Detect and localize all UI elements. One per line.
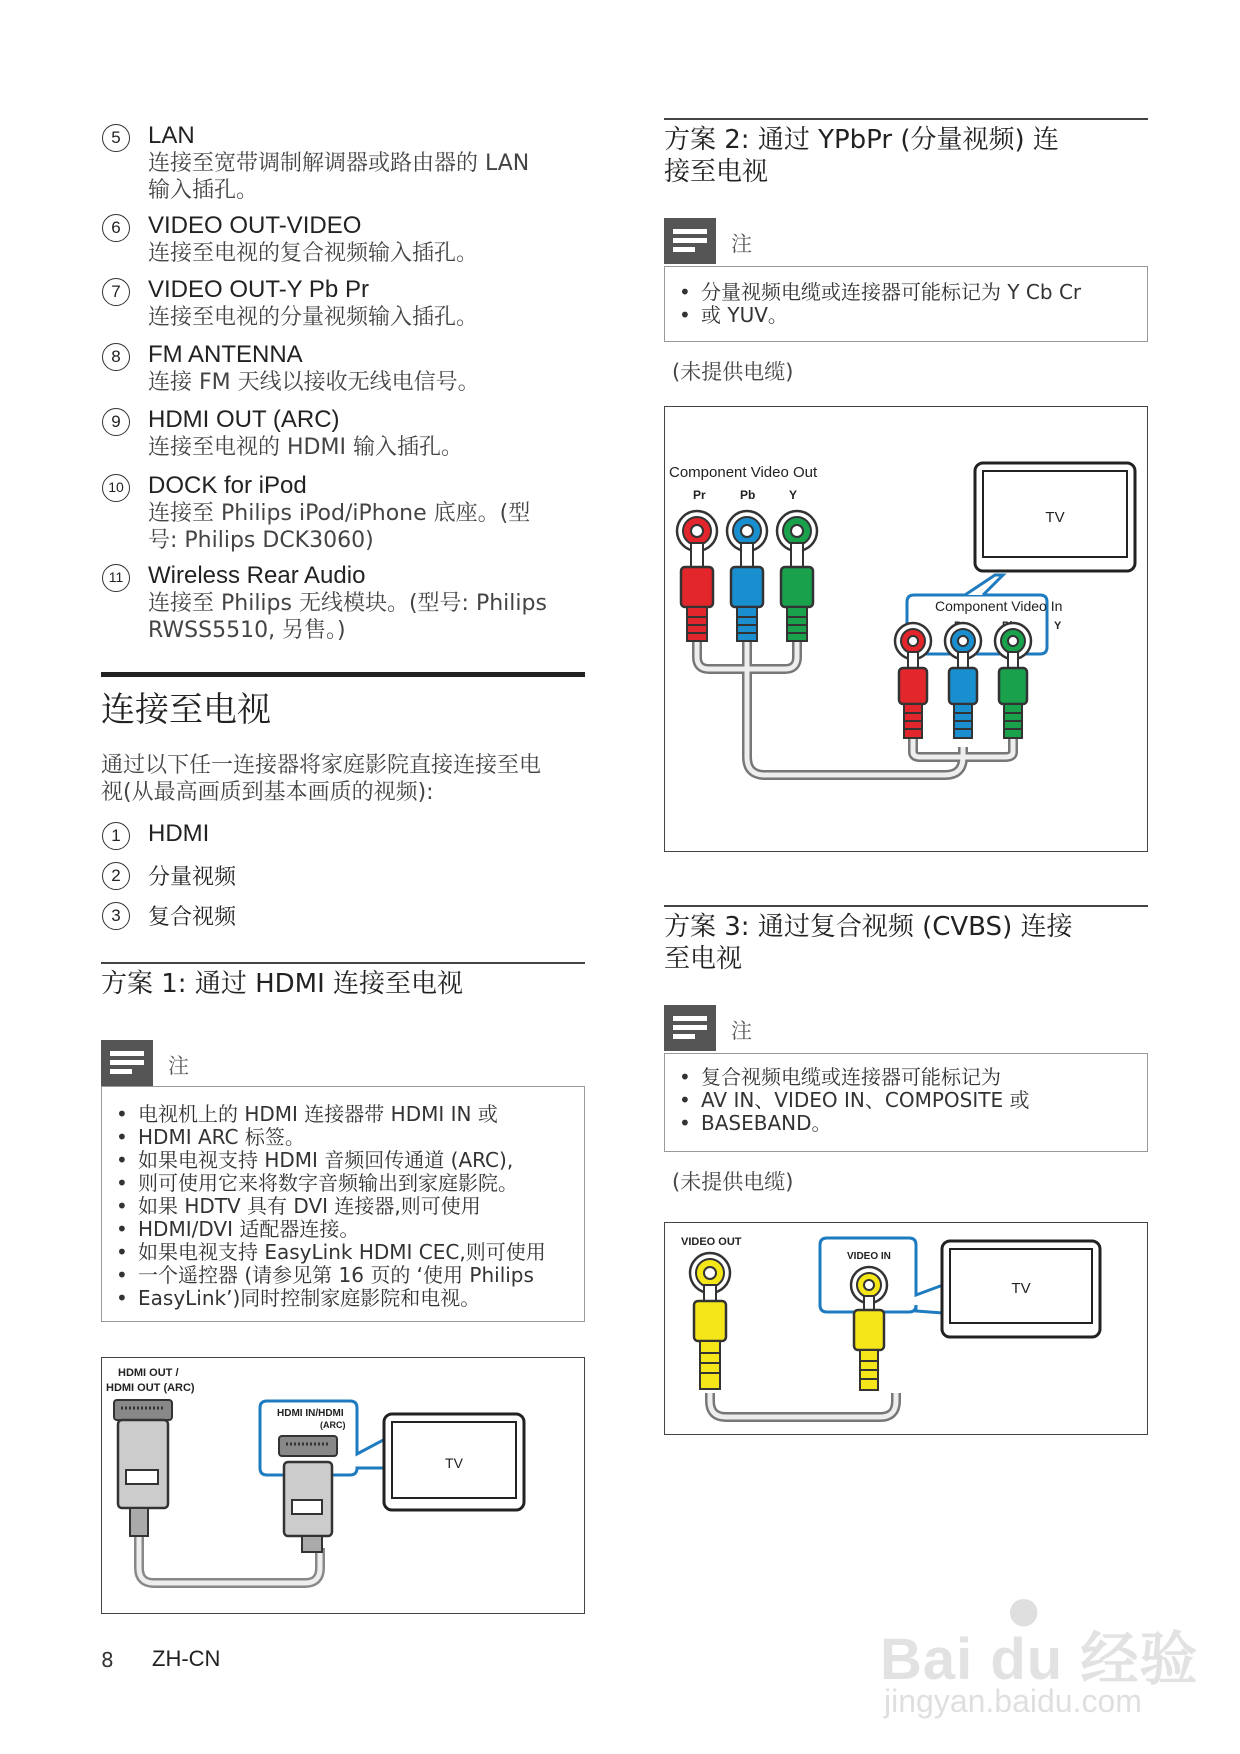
jack-label: Pr: [693, 488, 706, 502]
port-title: Wireless Rear Audio: [148, 562, 366, 589]
item-number: 1: [102, 822, 130, 850]
option3-title-cont: 至电视: [664, 944, 743, 974]
note-text-cont: • BASEBAND。: [701, 1112, 832, 1135]
note-icon: [664, 1005, 716, 1051]
jack-label: Y: [1054, 620, 1062, 632]
component-cable-illustration: [665, 407, 1146, 850]
option2-title-cont: 接至电视: [664, 157, 769, 187]
port-desc: 输入插孔。: [148, 178, 259, 203]
note-box: [664, 1053, 1148, 1152]
subsection-rule: [101, 962, 585, 964]
cable-note: (未提供电缆): [672, 1170, 794, 1194]
item-number: 5: [102, 124, 130, 152]
port-title: VIDEO OUT-Y Pb Pr: [148, 276, 369, 303]
hdmi-in-label: HDMI IN/HDMI: [277, 1408, 344, 1419]
subsection-rule: [664, 905, 1148, 907]
note-text: • 如果 HDTV 具有 DVI 连接器,则可使用: [138, 1195, 481, 1218]
note-text: • 如果电视支持 HDMI 音频回传通道 (ARC),: [138, 1149, 513, 1172]
port-desc: 连接至电视的复合视频输入插孔。: [148, 241, 479, 266]
item-number: 8: [102, 343, 130, 371]
composite-cable-illustration: [665, 1223, 1146, 1433]
note-box: [664, 266, 1148, 342]
note-text-cont: • AV IN、VIDEO IN、COMPOSITE 或: [701, 1089, 1029, 1112]
note-text-cont: • EasyLink’)同时控制家庭影院和电视。: [138, 1287, 480, 1310]
green-plug-out: [777, 511, 817, 641]
item-number: 3: [102, 902, 130, 930]
port-desc: 号: Philips DCK3060): [148, 528, 374, 553]
item-number: 10: [102, 474, 130, 502]
watermark-url: jingyan.baidu.com: [884, 1683, 1142, 1719]
port-desc: 连接至宽带调制解调器或路由器的 LAN: [148, 151, 530, 176]
item-number: 6: [102, 214, 130, 242]
item-number: 7: [102, 278, 130, 306]
tv-label: TV: [1045, 509, 1065, 526]
note-text: • 如果电视支持 EasyLink HDMI CEC,则可使用: [138, 1241, 546, 1264]
section-title: 连接至电视: [101, 690, 271, 730]
item-number: 11: [102, 564, 130, 592]
hdmi-cable-illustration: [102, 1358, 583, 1612]
page-number: 8: [101, 1648, 114, 1672]
note-text-cont: • 一个遥控器 (请参见第 16 页的 ‘使用 Philips: [138, 1264, 534, 1287]
tv-label: TV: [1011, 1280, 1031, 1297]
note-label: 注: [731, 232, 752, 256]
port-title: LAN: [148, 122, 195, 149]
note-icon: [664, 218, 716, 264]
note-label: 注: [168, 1054, 189, 1078]
item-number: 9: [102, 408, 130, 436]
port-desc: RWSS5510, 另售。): [148, 618, 346, 643]
note-icon: [101, 1040, 153, 1086]
video-in-label: VIDEO IN: [847, 1251, 891, 1262]
blue-plug-in: [945, 623, 981, 738]
note-text: • 分量视频电缆或连接器可能标记为 Y Cb Cr: [701, 281, 1081, 304]
port-desc: 连接至电视的分量视频输入插孔。: [148, 305, 479, 330]
jack-label: Y: [789, 488, 798, 502]
note-box: [101, 1086, 585, 1322]
component-out-label: Component Video Out: [669, 464, 818, 481]
note-text-cont: • 或 YUV。: [701, 304, 788, 327]
note-text-cont: • HDMI ARC 标签。: [138, 1126, 305, 1149]
hdmi-out-label: HDMI OUT /: [118, 1367, 179, 1379]
option-label: HDMI: [148, 820, 210, 847]
note-text-cont: • HDMI/DVI 适配器连接。: [138, 1218, 359, 1241]
red-plug-in: [895, 623, 931, 738]
section-intro: 通过以下任一连接器将家庭影院直接连接至电: [101, 753, 542, 778]
blue-plug-out: [727, 511, 767, 641]
port-title: VIDEO OUT-VIDEO: [148, 212, 362, 239]
yellow-plug-in: [851, 1267, 887, 1390]
option-label: 复合视频: [148, 904, 237, 929]
note-label: 注: [731, 1019, 752, 1043]
hdmi-diagram: [101, 1357, 585, 1614]
section-intro: 视(从最高画质到基本画质的视频):: [101, 780, 434, 805]
jack-label: Pb: [740, 488, 756, 502]
hdmi-out-label: HDMI OUT (ARC): [106, 1382, 195, 1394]
red-plug-out: [677, 511, 717, 641]
tv-label: TV: [445, 1455, 463, 1471]
component-diagram: [664, 406, 1148, 852]
note-text: • 电视机上的 HDMI 连接器带 HDMI IN 或: [138, 1103, 498, 1126]
item-number: 2: [102, 862, 130, 890]
port-title: DOCK for iPod: [148, 472, 307, 499]
port-desc: 连接至电视的 HDMI 输入插孔。: [148, 435, 463, 460]
paw-icon: ●: [1008, 1590, 1040, 1631]
watermark-logo: Bai du 经验: [880, 1627, 1199, 1692]
subsection-rule: [664, 118, 1148, 120]
cable-note: (未提供电缆): [672, 360, 794, 384]
component-in-label: Component Video In: [935, 598, 1063, 614]
section-rule: [101, 672, 585, 677]
option3-title: 方案 3: 通过复合视频 (CVBS) 连接: [664, 912, 1073, 942]
yellow-plug-out: [690, 1253, 730, 1389]
green-plug-in: [995, 623, 1031, 738]
note-text-cont: • 则可使用它来将数字音频输出到家庭影院。: [138, 1172, 518, 1195]
option1-title: 方案 1: 通过 HDMI 连接至电视: [101, 969, 464, 999]
port-desc: 连接 FM 天线以接收无线电信号。: [148, 370, 480, 395]
language-code: ZH-CN: [152, 1646, 221, 1671]
composite-diagram: [664, 1222, 1148, 1435]
hdmi-in-label: (ARC): [320, 1420, 346, 1430]
option-label: 分量视频: [148, 864, 237, 889]
port-title: HDMI OUT (ARC): [148, 406, 340, 433]
video-out-label: VIDEO OUT: [681, 1236, 742, 1248]
port-desc: 连接至 Philips iPod/iPhone 底座。(型: [148, 501, 531, 526]
port-title: FM ANTENNA: [148, 341, 303, 368]
option2-title: 方案 2: 通过 YPbPr (分量视频) 连: [664, 125, 1059, 155]
port-desc: 连接至 Philips 无线模块。(型号: Philips: [148, 591, 547, 616]
note-text: • 复合视频电缆或连接器可能标记为: [701, 1066, 1001, 1089]
